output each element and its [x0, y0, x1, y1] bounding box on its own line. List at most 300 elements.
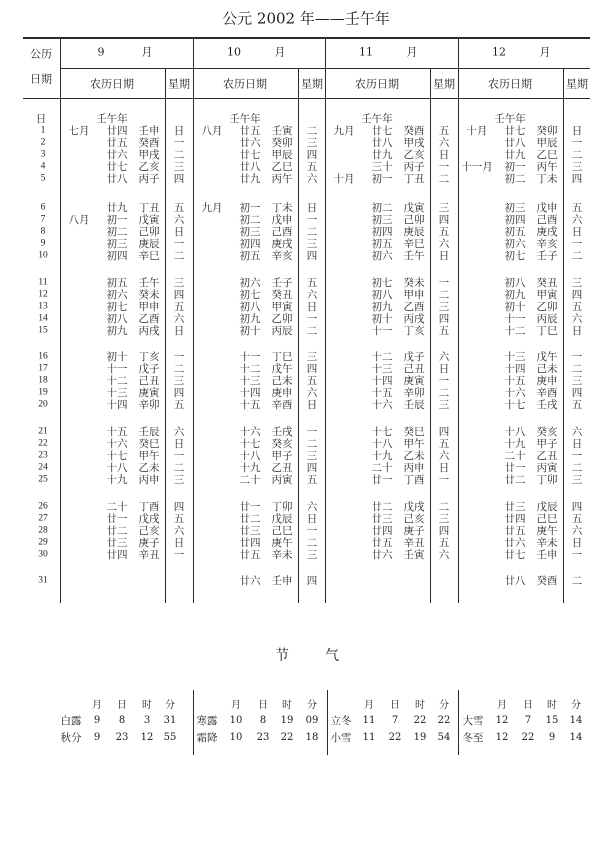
weekday: 日 [438, 148, 450, 161]
ganzhi: 己卯 [403, 213, 425, 226]
lunar-day: 廿六 [106, 148, 128, 161]
solar-term-name: 秋分 [60, 731, 82, 744]
lunar-day: 二十 [504, 449, 526, 462]
lunar-day: 初五 [371, 237, 393, 250]
weekday: 一 [173, 548, 185, 561]
lunar-day: 廿三 [106, 536, 128, 549]
solar-term-name: 冬至 [462, 731, 484, 744]
lunar-day: 初七 [239, 288, 261, 301]
month-number: 9 [97, 45, 105, 59]
day-number: 8 [40, 226, 46, 237]
ganzhi: 己卯 [138, 225, 160, 238]
ganzhi: 乙酉 [138, 312, 160, 325]
ganzhi: 乙未 [403, 449, 425, 462]
lunar-day: 廿六 [239, 136, 261, 149]
weekday: 日 [306, 201, 318, 214]
ganzhi: 庚申 [536, 374, 558, 387]
solar-term-header: 日 [258, 700, 268, 711]
ganzhi: 辛酉 [536, 386, 558, 399]
lunar-day: 十八 [106, 461, 128, 474]
weekday: 二 [173, 362, 185, 375]
lunar-day: 初九 [106, 324, 128, 337]
table-rule-vertical [298, 68, 299, 603]
weekday: 五 [438, 536, 450, 549]
day-number: 13 [38, 301, 48, 312]
day-number: 24 [38, 462, 48, 473]
ganzhi: 癸亥 [536, 425, 558, 438]
ganzhi: 乙亥 [138, 160, 160, 173]
ganzhi: 癸卯 [536, 124, 558, 137]
lunar-day: 十九 [239, 461, 261, 474]
lunar-day: 廿二 [371, 500, 393, 513]
month-number: 10 [227, 45, 241, 59]
ganzhi: 乙巳 [271, 160, 293, 173]
day-number: 14 [38, 313, 48, 324]
ganzhi: 甲寅 [536, 288, 558, 301]
solar-term-value: 22 [437, 715, 451, 726]
lunar-day: 廿五 [239, 548, 261, 561]
weekday: 六 [173, 312, 185, 325]
weekday: 四 [173, 172, 185, 185]
weekday: 三 [306, 136, 318, 149]
day-number: 26 [38, 501, 48, 512]
weekday: 四 [571, 386, 583, 399]
ganzhi: 戊戌 [138, 512, 160, 525]
weekday: 二 [438, 500, 450, 513]
day-number: 2 [40, 137, 46, 148]
ganzhi: 甲寅 [271, 300, 293, 313]
weekday-header: 星期 [168, 77, 190, 91]
lunar-month-label: 七月 [68, 124, 90, 137]
lunar-date-header: 农历日期 [355, 77, 399, 91]
solar-term-value: 8 [118, 715, 126, 726]
lunar-day: 廿四 [106, 124, 128, 137]
ganzhi: 癸亥 [271, 437, 293, 450]
ganzhi: 戊午 [271, 362, 293, 375]
weekday: 二 [306, 225, 318, 238]
lunar-day: 初一 [106, 213, 128, 226]
ganzhi: 丁酉 [138, 500, 160, 513]
lunar-day: 二十 [106, 500, 128, 513]
solar-term-header: 日 [523, 700, 533, 711]
lunar-day: 十七 [239, 437, 261, 450]
weekday: 二 [571, 461, 583, 474]
ganzhi: 癸未 [403, 276, 425, 289]
ganzhi: 己未 [536, 362, 558, 375]
day-number: 7 [40, 214, 46, 225]
ganzhi: 庚辰 [138, 237, 160, 250]
weekday: 三 [438, 512, 450, 525]
lunar-day: 廿五 [239, 124, 261, 137]
lunar-day: 廿六 [239, 574, 261, 587]
lunar-day: 廿七 [106, 160, 128, 173]
ganzhi: 癸巳 [403, 425, 425, 438]
lunar-day: 初六 [239, 276, 261, 289]
weekday: 五 [306, 276, 318, 289]
day-number: 27 [38, 513, 48, 524]
ganzhi: 壬辰 [403, 398, 425, 411]
weekday: 一 [306, 524, 318, 537]
weekday: 日 [438, 249, 450, 262]
lunar-day: 十四 [106, 398, 128, 411]
lunar-day: 初三 [371, 213, 393, 226]
weekday: 五 [173, 300, 185, 313]
lunar-day: 廿九 [239, 172, 261, 185]
lunar-day: 初七 [504, 249, 526, 262]
weekday: 五 [571, 201, 583, 214]
lunar-day: 二十 [239, 473, 261, 486]
solar-term-value: 9 [93, 732, 101, 743]
ganzhi: 己酉 [271, 225, 293, 238]
weekday: 三 [438, 300, 450, 313]
ganzhi: 己巳 [271, 524, 293, 537]
day-number: 29 [38, 537, 48, 548]
solar-term-name: 立冬 [330, 714, 352, 727]
lunar-day: 十一 [504, 312, 526, 325]
lunar-day: 十六 [239, 425, 261, 438]
ganzhi: 辛丑 [403, 536, 425, 549]
lunar-day: 十四 [504, 362, 526, 375]
lunar-year-label: 壬午年 [229, 112, 261, 125]
weekday: 一 [438, 473, 450, 486]
weekday: 四 [173, 288, 185, 301]
ganzhi: 甲子 [536, 437, 558, 450]
day-number: 4 [40, 161, 46, 172]
weekday: 日 [571, 124, 583, 137]
solar-terms-title: 节气 [275, 648, 375, 664]
solar-term-name: 小雪 [330, 731, 352, 744]
gregorian-date-header: 日期 [30, 72, 52, 86]
weekday: 四 [306, 461, 318, 474]
solar-term-value: 22 [413, 715, 427, 726]
weekday: 六 [571, 524, 583, 537]
ganzhi: 癸酉 [403, 124, 425, 137]
ganzhi: 辛酉 [271, 398, 293, 411]
solar-term-header: 分 [307, 700, 317, 711]
day-number: 10 [38, 250, 48, 261]
ganzhi: 庚寅 [403, 374, 425, 387]
ganzhi: 庚寅 [138, 386, 160, 399]
ganzhi: 庚子 [138, 536, 160, 549]
solar-term-name: 寒露 [196, 714, 218, 727]
weekday: 六 [571, 312, 583, 325]
ganzhi: 乙丑 [536, 449, 558, 462]
weekday: 日 [306, 398, 318, 411]
ganzhi: 戊申 [271, 213, 293, 226]
lunar-day: 十四 [239, 386, 261, 399]
lunar-day: 十四 [371, 374, 393, 387]
lunar-day: 十五 [239, 398, 261, 411]
lunar-day: 初三 [504, 201, 526, 214]
month-number: 11 [359, 45, 373, 59]
ganzhi: 丙辰 [536, 312, 558, 325]
weekday: 日 [571, 225, 583, 238]
solar-term-value: 7 [524, 715, 532, 726]
lunar-day: 廿三 [239, 524, 261, 537]
solar-term-value: 31 [163, 715, 177, 726]
ganzhi: 癸卯 [271, 136, 293, 149]
weekday: 一 [173, 237, 185, 250]
weekday-header: 星期 [433, 77, 455, 91]
ganzhi: 戊寅 [403, 201, 425, 214]
lunar-day: 廿九 [106, 201, 128, 214]
lunar-day: 初七 [106, 300, 128, 313]
ganzhi: 壬寅 [403, 548, 425, 561]
lunar-day: 廿一 [106, 512, 128, 525]
lunar-day: 廿一 [504, 461, 526, 474]
lunar-day: 十二 [106, 374, 128, 387]
solar-term-value: 10 [229, 732, 243, 743]
weekday: 三 [438, 398, 450, 411]
ganzhi: 壬申 [138, 124, 160, 137]
day-number: 5 [40, 173, 46, 184]
ganzhi: 戊寅 [138, 213, 160, 226]
weekday: 六 [438, 449, 450, 462]
month-suffix: 月 [539, 45, 551, 59]
weekday: 二 [571, 148, 583, 161]
lunar-day: 廿六 [371, 548, 393, 561]
ganzhi: 丁巳 [536, 324, 558, 337]
day-number: 22 [38, 438, 48, 449]
day-label: 日 [35, 112, 47, 125]
solar-term-header: 月 [92, 700, 102, 711]
solar-term-value: 14 [569, 715, 583, 726]
ganzhi: 丁卯 [271, 500, 293, 513]
solar-term-header: 时 [547, 700, 557, 711]
lunar-day: 初二 [371, 201, 393, 214]
solar-term-value: 23 [115, 732, 129, 743]
weekday: 四 [438, 312, 450, 325]
day-number: 31 [38, 575, 48, 586]
ganzhi: 乙卯 [271, 312, 293, 325]
solar-term-value: 7 [391, 715, 399, 726]
lunar-day: 二十 [371, 461, 393, 474]
weekday: 五 [571, 512, 583, 525]
ganzhi: 癸酉 [138, 136, 160, 149]
lunar-day: 初三 [106, 237, 128, 250]
lunar-date-header: 农历日期 [488, 77, 532, 91]
table-rule-vertical [458, 37, 459, 603]
weekday: 五 [306, 374, 318, 387]
lunar-day: 初一 [239, 201, 261, 214]
weekday: 一 [173, 136, 185, 149]
ganzhi: 甲申 [138, 300, 160, 313]
ganzhi: 丁丑 [403, 172, 425, 185]
ganzhi: 乙酉 [403, 300, 425, 313]
lunar-day: 初四 [239, 237, 261, 250]
weekday: 六 [438, 237, 450, 250]
lunar-day: 初十 [504, 300, 526, 313]
table-rule-horizontal [23, 37, 590, 39]
day-number: 21 [38, 426, 48, 437]
ganzhi: 庚子 [403, 524, 425, 537]
ganzhi: 辛丑 [138, 548, 160, 561]
lunar-day: 十二 [239, 362, 261, 375]
lunar-year-label: 壬午年 [361, 112, 393, 125]
ganzhi: 丙子 [138, 172, 160, 185]
ganzhi: 丁卯 [536, 473, 558, 486]
lunar-day: 初八 [504, 276, 526, 289]
lunar-day: 初七 [371, 276, 393, 289]
weekday: 日 [571, 324, 583, 337]
ganzhi: 戊子 [403, 350, 425, 363]
weekday: 五 [571, 300, 583, 313]
lunar-day: 廿五 [504, 524, 526, 537]
lunar-day: 廿四 [371, 524, 393, 537]
lunar-day: 三十 [371, 160, 393, 173]
lunar-day: 初二 [106, 225, 128, 238]
lunar-day: 廿一 [239, 500, 261, 513]
ganzhi: 壬子 [271, 276, 293, 289]
weekday: 二 [571, 574, 583, 587]
ganzhi: 辛亥 [271, 249, 293, 262]
lunar-day: 初十 [106, 350, 128, 363]
ganzhi: 乙未 [138, 461, 160, 474]
lunar-day: 十二 [371, 350, 393, 363]
solar-term-header: 日 [390, 700, 400, 711]
weekday: 一 [571, 449, 583, 462]
lunar-day: 十七 [371, 425, 393, 438]
solar-term-value: 11 [362, 732, 376, 743]
weekday: 二 [438, 386, 450, 399]
weekday: 五 [173, 512, 185, 525]
weekday: 四 [438, 213, 450, 226]
ganzhi: 乙卯 [536, 300, 558, 313]
day-number: 3 [40, 149, 46, 160]
lunar-day: 十九 [504, 437, 526, 450]
lunar-day: 十五 [106, 425, 128, 438]
lunar-day: 廿七 [371, 124, 393, 137]
lunar-day: 十七 [106, 449, 128, 462]
solar-term-name: 白露 [60, 714, 82, 727]
lunar-day: 廿四 [239, 536, 261, 549]
weekday: 一 [438, 160, 450, 173]
solar-term-header: 时 [142, 700, 152, 711]
weekday: 二 [306, 536, 318, 549]
lunar-day: 十六 [106, 437, 128, 450]
lunar-year-label: 壬午年 [494, 112, 526, 125]
lunar-day: 初八 [371, 288, 393, 301]
day-number: 16 [38, 351, 48, 362]
lunar-day: 初二 [504, 172, 526, 185]
weekday: 六 [438, 548, 450, 561]
table-rule-vertical [193, 690, 194, 755]
ganzhi: 丙申 [138, 473, 160, 486]
weekday: 六 [438, 136, 450, 149]
ganzhi: 丁亥 [138, 350, 160, 363]
month-suffix: 月 [274, 45, 286, 59]
ganzhi: 庚辰 [403, 225, 425, 238]
day-number: 19 [38, 387, 48, 398]
ganzhi: 辛卯 [138, 398, 160, 411]
solar-term-value: 55 [163, 732, 177, 743]
lunar-day: 廿二 [106, 524, 128, 537]
weekday: 日 [173, 124, 185, 137]
ganzhi: 乙丑 [271, 461, 293, 474]
lunar-day: 十二 [504, 324, 526, 337]
ganzhi: 戊戌 [403, 500, 425, 513]
weekday: 四 [571, 172, 583, 185]
weekday: 一 [571, 237, 583, 250]
lunar-month-label: 九月 [333, 124, 355, 137]
solar-term-header: 时 [415, 700, 425, 711]
ganzhi: 己亥 [138, 524, 160, 537]
lunar-day: 廿八 [239, 160, 261, 173]
weekday: 六 [306, 500, 318, 513]
month-number: 12 [492, 45, 506, 59]
weekday: 三 [173, 276, 185, 289]
solar-term-header: 分 [165, 700, 175, 711]
gregorian-date-header: 公历 [30, 47, 52, 61]
lunar-day: 廿五 [106, 136, 128, 149]
lunar-day: 十七 [504, 398, 526, 411]
weekday: 五 [173, 201, 185, 214]
lunar-day: 十三 [371, 362, 393, 375]
ganzhi: 戊申 [536, 201, 558, 214]
lunar-day: 初三 [239, 225, 261, 238]
solar-term-header: 月 [497, 700, 507, 711]
solar-term-value: 12 [140, 732, 154, 743]
weekday: 四 [438, 524, 450, 537]
solar-term-header: 月 [364, 700, 374, 711]
weekday: 四 [571, 288, 583, 301]
ganzhi: 癸丑 [536, 276, 558, 289]
lunar-day: 初九 [504, 288, 526, 301]
lunar-day: 十六 [504, 386, 526, 399]
weekday: 二 [173, 148, 185, 161]
weekday-header: 星期 [566, 77, 588, 91]
ganzhi: 壬午 [403, 249, 425, 262]
weekday: 三 [306, 350, 318, 363]
solar-term-value: 19 [280, 715, 294, 726]
weekday: 四 [173, 500, 185, 513]
ganzhi: 丙辰 [271, 324, 293, 337]
lunar-month-label: 八月 [201, 124, 223, 137]
ganzhi: 丁亥 [403, 324, 425, 337]
day-number: 15 [38, 325, 48, 336]
ganzhi: 丙午 [271, 172, 293, 185]
solar-term-value: 9 [548, 732, 556, 743]
ganzhi: 甲戌 [138, 148, 160, 161]
ganzhi: 甲午 [403, 437, 425, 450]
weekday: 一 [571, 548, 583, 561]
lunar-day: 廿二 [239, 512, 261, 525]
weekday: 三 [571, 160, 583, 173]
ganzhi: 戊子 [138, 362, 160, 375]
weekday: 日 [173, 324, 185, 337]
lunar-day: 初六 [371, 249, 393, 262]
ganzhi: 庚戌 [536, 225, 558, 238]
day-number: 18 [38, 375, 48, 386]
lunar-day: 十五 [504, 374, 526, 387]
weekday: 五 [438, 324, 450, 337]
lunar-day: 廿三 [504, 500, 526, 513]
weekday: 五 [306, 160, 318, 173]
weekday: 二 [571, 362, 583, 375]
weekday: 四 [306, 362, 318, 375]
weekday: 日 [173, 225, 185, 238]
lunar-day: 初四 [371, 225, 393, 238]
solar-term-header: 日 [117, 700, 127, 711]
weekday: 六 [306, 172, 318, 185]
ganzhi: 乙亥 [403, 148, 425, 161]
lunar-month-label: 十一月 [461, 160, 493, 173]
weekday: 六 [571, 425, 583, 438]
lunar-month-label: 八月 [68, 213, 90, 226]
ganzhi: 丙戌 [403, 312, 425, 325]
solar-term-value: 12 [495, 732, 509, 743]
lunar-day: 初十 [239, 324, 261, 337]
